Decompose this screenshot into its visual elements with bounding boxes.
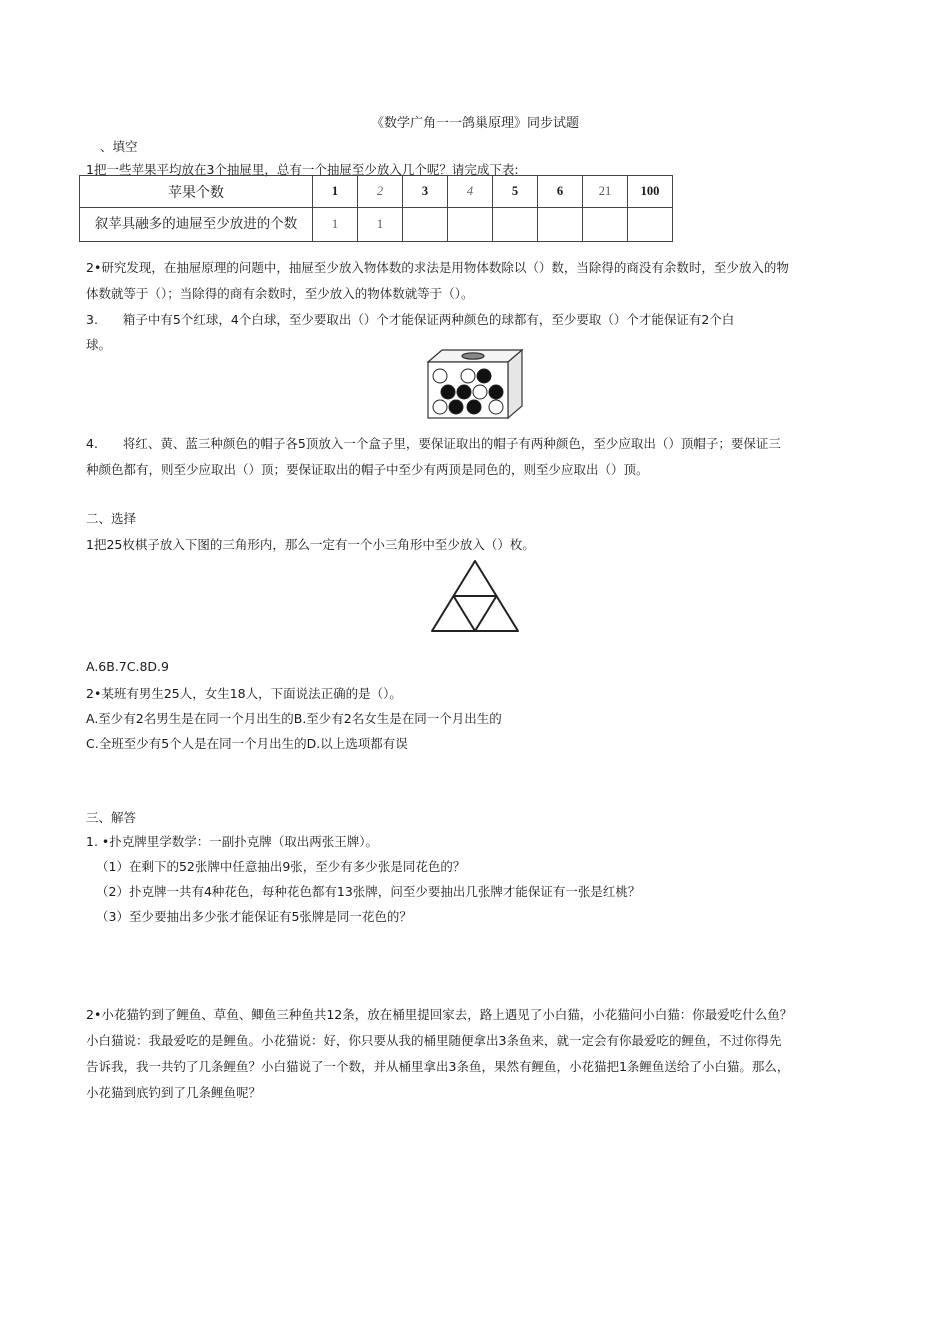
question-2-2-options-ab: A.至少有2名男生是在同一个月出生的B.至少有2名女生是在同一个月出生的	[86, 711, 502, 726]
table-cell: 5	[493, 176, 538, 208]
table-cell-label: 苹果个数	[80, 176, 313, 208]
question-1-3-line2: 球。	[86, 337, 112, 352]
question-3-2-line2: 小白猫说：我最爱吃的是鲤鱼。小花猫说：好，你只要从我的桶里随便拿出3条鱼来，就一定会有你最爱吃的鲤鱼，不过你得先	[86, 1033, 782, 1048]
question-3-2-line3: 告诉我，我一共钓了几条鲤鱼？小白猫说了一个数，并从桶里拿出3条鱼，果然有鲤鱼，小花猫把1条鲤鱼送给了小白猫。那么，	[86, 1059, 790, 1074]
table-cell	[538, 208, 583, 242]
question-1-1: 1把一些苹果平均放在3个抽屉里，总有一个抽屉至少放入几个呢？请完成下表:	[86, 162, 519, 177]
table-cell: 1	[313, 208, 358, 242]
question-3-2-line1: 2•小花猫钓到了鲤鱼、草鱼、鲫鱼三种鱼共12条，放在桶里提回家去，路上遇见了小白猫，小花猫问小白猫：你最爱吃什么鱼？	[86, 1007, 793, 1022]
table-cell: 6	[538, 176, 583, 208]
table-cell	[403, 208, 448, 242]
triangle-grid-icon	[430, 558, 520, 634]
table-cell	[583, 208, 628, 242]
table-cell: 100	[628, 176, 673, 208]
table-cell: 4	[448, 176, 493, 208]
section1-heading: 、填空	[100, 139, 138, 154]
table-cell: 3	[403, 176, 448, 208]
question-3-1-sub1: （1）在剩下的52张牌中任意抽出9张，至少有多少张是同花色的？	[96, 859, 466, 874]
table-cell	[493, 208, 538, 242]
table-cell	[628, 208, 673, 242]
question-2-1-options: A.6B.7C.8D.9	[86, 659, 169, 674]
section2-heading: 二、选择	[86, 511, 137, 526]
question-3-1-sub2: （2）扑克牌一共有4种花色，每种花色都有13张牌，问至少要抽出几张牌才能保证有一张是红桃？	[96, 884, 641, 899]
table-cell: 21	[583, 176, 628, 208]
page-title: 《数学广角一一鸽巢原理》同步试题	[370, 116, 579, 131]
question-1-2-line2: 体数就等于（）；当除得的商有余数时，至少放入的物体数就等于（）。	[86, 286, 474, 301]
table-cell-label: 叙苹具融多的迪屉至少放进的个数	[80, 208, 313, 242]
table-row	[80, 208, 673, 242]
apple-table	[79, 175, 673, 242]
table-row	[80, 176, 673, 208]
question-1-2-line1: 2•研究发现，在抽屉原理的问题中，抽屉至少放入物体数的求法是用物体数除以（）数，当除得的商没有余数时，至少放入的物	[86, 260, 789, 275]
question-1-4-line1: 4. 将红、黄、蓝三种颜色的帽子各5顶放入一个盒子里，要保证取出的帽子有两种颜色，至少应取出（）顶帽子；要保证三	[86, 436, 781, 451]
question-2-1: 1把25枚棋子放入下图的三角形内，那么一定有一个小三角形中至少放入（）枚。	[86, 537, 535, 552]
ball-box-icon	[424, 348, 524, 420]
table-cell: 2	[358, 176, 403, 208]
question-1-4-line2: 种颜色都有，则至少应取出（）顶；要保证取出的帽子中至少有两顶是同色的，则至少应取出（）顶。	[86, 462, 649, 477]
question-3-2-line4: 小花猫到底钓到了几条鲤鱼呢？	[86, 1085, 262, 1100]
section3-heading: 三、解答	[86, 810, 137, 825]
question-1-3-line1: 3. 箱子中有5个红球，4个白球，至少要取出（）个才能保证两种颜色的球都有，至少要取（）个才能保证有2个白	[86, 312, 735, 327]
table-cell	[448, 208, 493, 242]
table-cell: 1	[358, 208, 403, 242]
question-2-2: 2•某班有男生25人，女生18人，下面说法正确的是（）。	[86, 686, 402, 701]
question-3-1: 1. •扑克牌里学数学：一副扑克牌（取出两张王牌）。	[86, 834, 379, 849]
question-2-2-options-cd: C.全班至少有5个人是在同一个月出生的D.以上选项都有误	[86, 736, 408, 751]
table-cell: 1	[313, 176, 358, 208]
question-3-1-sub3: （3）至少要抽出多少张才能保证有5张牌是同一花色的？	[96, 909, 412, 924]
